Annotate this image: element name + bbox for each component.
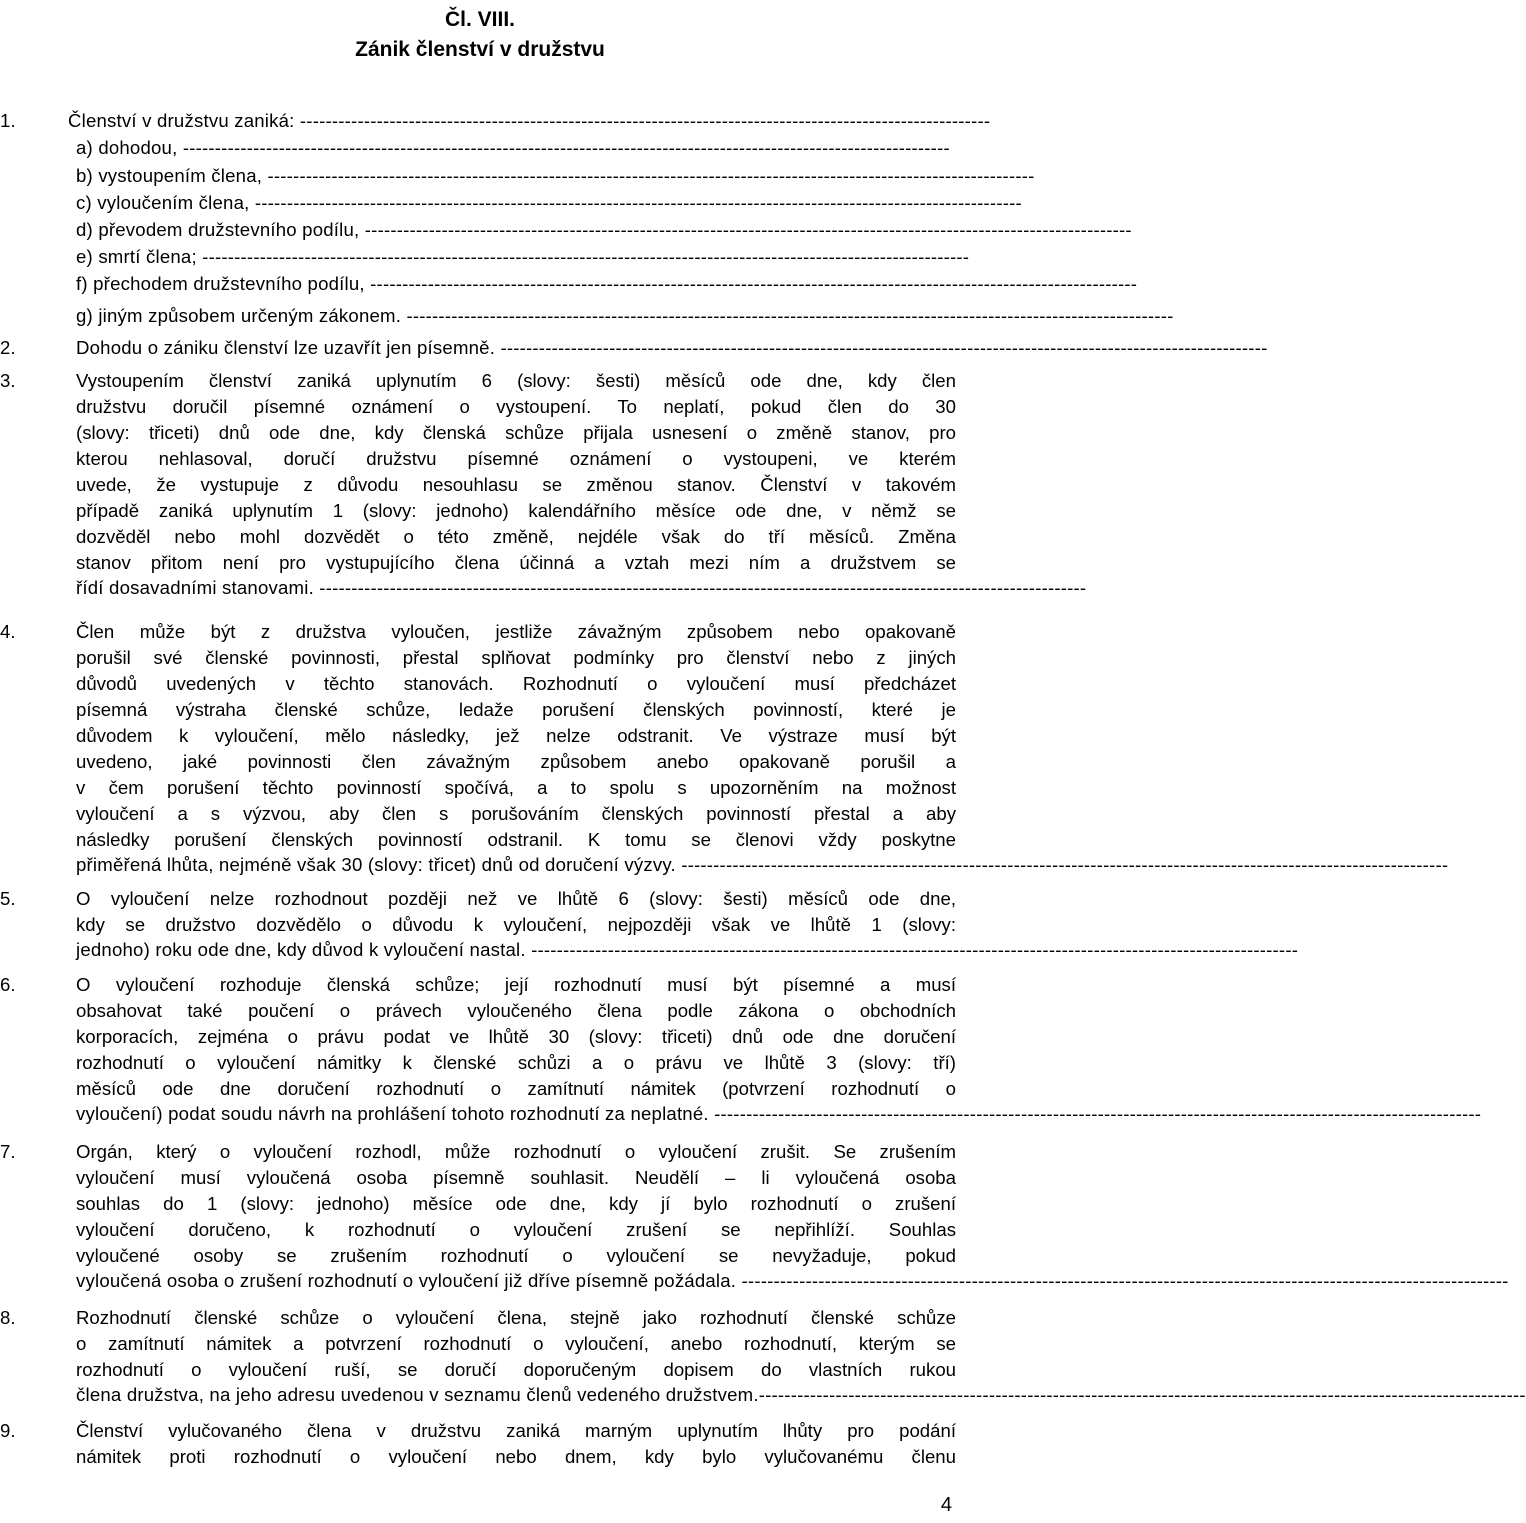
section-3-number: 3. <box>0 370 16 391</box>
paragraph-line: důvodů uvedených v těchto stanovách. Rozhodnutí o vyloučení musí předcházet <box>76 673 956 694</box>
paragraph-line: dozvěděl nebo mohl dozvědět o této změně, nejdéle však do tří měsíců. Změna <box>76 526 956 547</box>
paragraph-line: uvedeno, jaké povinnosti člen závažným způsobem anebo opakovaně porušil a <box>76 751 956 772</box>
chapter-title: Zánik členství v družstvu <box>355 38 605 61</box>
paragraph-line: vyloučení) podat soudu návrh na prohlášení tohoto rozhodnutí za neplatné. ------------------------------------------------------------------------------------------------------------------------ <box>76 1103 1482 1124</box>
list-item: e) smrtí člena; ------------------------------------------------------------------------------------------------------------------------ <box>76 246 970 267</box>
paragraph-line: (slovy: třiceti) dnů ode dne, kdy členská schůze přijala usnesení o změně stanov, pro <box>76 422 956 443</box>
paragraph-line: O vyloučení rozhoduje členská schůze; její rozhodnutí musí být písemné a musí <box>76 974 956 995</box>
paragraph-line: O vyloučení nelze rozhodnout později než ve lhůtě 6 (slovy: šesti) měsíců ode dne, <box>76 888 956 909</box>
paragraph-line: přiměřená lhůta, nejméně však 30 (slovy: třicet) dnů od doručení výzvy. ------------------------------------------------------------------------------------------------------------------------ <box>76 854 1449 875</box>
list-item: d) převodem družstevního podílu, ------------------------------------------------------------------------------------------------------------------------ <box>76 219 1132 240</box>
list-item: c) vyloučením člena, ------------------------------------------------------------------------------------------------------------------------ <box>76 192 1022 213</box>
paragraph-line: námitek proti rozhodnutí o vyloučení nebo dnem, kdy bylo vylučovanému členu <box>76 1446 956 1467</box>
paragraph-line: rozhodnutí o vyloučení námitky k členské schůzi a o právu ve lhůtě 3 (slovy: tří) <box>76 1052 956 1073</box>
section-2-text: Dohodu o zániku členství lze uzavřít jen písemně. ------------------------------------------------------------------------------------------------------------------------ <box>76 337 1268 358</box>
paragraph-line: Člen může být z družstva vyloučen, jestliže závažným způsobem nebo opakovaně <box>76 621 956 642</box>
paragraph-line: korporacích, zejména o právu podat ve lhůtě 30 (slovy: třiceti) dnů ode dne doručení <box>76 1026 956 1047</box>
paragraph-line: vyloučení musí vyloučená osoba písemně souhlasit. Neudělí – li vyloučená osoba <box>76 1167 956 1188</box>
paragraph-line: o zamítnutí námitek a potvrzení rozhodnutí o vyloučení, anebo rozhodnutí, kterým se <box>76 1333 956 1354</box>
paragraph-line: písemná výstraha členské schůze, ledaže porušení členských povinností, které je <box>76 699 956 720</box>
paragraph-line: kterou nehlasoval, doručí družstvu písemné oznámení o vystoupeni, ve kterém <box>76 448 956 469</box>
paragraph-line: vyloučení a s výzvou, aby člen s porušováním členských povinností přestal a aby <box>76 803 956 824</box>
list-item: a) dohodou, ------------------------------------------------------------------------------------------------------------------------ <box>76 137 950 158</box>
paragraph-line: stanov přitom není pro vystupujícího člena účinná a vztah mezi ním a družstvem se <box>76 552 956 573</box>
paragraph-line: měsíců ode dne doručení rozhodnutí o zamítnutí námitek (potvrzení rozhodnutí o <box>76 1078 956 1099</box>
paragraph-line: následky porušení členských povinností odstranil. K tomu se členovi vždy poskytne <box>76 829 956 850</box>
paragraph-line: důvodem k vyloučení, mělo následky, jež nelze odstranit. Ve výstraze musí být <box>76 725 956 746</box>
section-9-number: 9. <box>0 1420 16 1441</box>
paragraph-line: případě zaniká uplynutím 1 (slovy: jednoho) kalendářního měsíce ode dne, v němž se <box>76 500 956 521</box>
section-4-number: 4. <box>0 621 16 642</box>
page-number: 4 <box>940 1494 952 1516</box>
paragraph-line: řídí dosavadními stanovami. ------------------------------------------------------------------------------------------------------------------------ <box>76 577 1087 598</box>
section-5-number: 5. <box>0 888 16 909</box>
paragraph-line: souhlas do 1 (slovy: jednoho) měsíce ode dne, kdy jí bylo rozhodnutí o zrušení <box>76 1193 956 1214</box>
paragraph-line: rozhodnutí o vyloučení ruší, se doručí doporučeným dopisem do vlastních rukou <box>76 1359 956 1380</box>
paragraph-line: Členství vylučovaného člena v družstvu zaniká marným uplynutím lhůty pro podání <box>76 1420 956 1441</box>
paragraph-line: Vystoupením členství zaniká uplynutím 6 (slovy: šesti) měsíců ode dne, kdy člen <box>76 370 956 391</box>
paragraph-line: v čem porušení těchto povinností spočívá, a to spolu s upozorněním na možnost <box>76 777 956 798</box>
paragraph-line: uvede, že vystupuje z důvodu nesouhlasu se změnou stanov. Členství v takovém <box>76 474 956 495</box>
section-1-intro: Členství v družstvu zaniká: ------------------------------------------------------------------------------------------------------------ <box>68 110 991 131</box>
paragraph-line: obsahovat také poučení o právech vyloučeného člena podle zákona o obchodních <box>76 1000 956 1021</box>
list-item: b) vystoupením člena, ------------------------------------------------------------------------------------------------------------------------ <box>76 165 1035 186</box>
paragraph-line: vyloučené osoby se zrušením rozhodnutí o vyloučení se nevyžaduje, pokud <box>76 1245 956 1266</box>
paragraph-line: družstvu doručil písemné oznámení o vystoupení. To neplatí, pokud člen do 30 <box>76 396 956 417</box>
section-8-number: 8. <box>0 1307 16 1328</box>
list-item: f) přechodem družstevního podílu, ------------------------------------------------------------------------------------------------------------------------ <box>76 273 1138 294</box>
section-7-number: 7. <box>0 1141 16 1162</box>
paragraph-line: porušil své členské povinnosti, přestal splňovat podmínky pro členství nebo z jiných <box>76 647 956 668</box>
paragraph-line: Rozhodnutí členské schůze o vyloučení člena, stejně jako rozhodnutí členské schůze <box>76 1307 956 1328</box>
list-item: g) jiným způsobem určeným zákonem. ------------------------------------------------------------------------------------------------------------------------ <box>76 305 1174 326</box>
paragraph-line: jednoho) roku ode dne, kdy důvod k vyloučení nastal. ------------------------------------------------------------------------------------------------------------------------ <box>76 939 1299 960</box>
section-1-number: 1. <box>0 110 16 131</box>
section-2-number: 2. <box>0 337 16 358</box>
paragraph-line: vyloučení doručeno, k rozhodnutí o vyloučení zrušení se nepřihlíží. Souhlas <box>76 1219 956 1240</box>
chapter-heading: Čl. VIII. <box>444 8 515 31</box>
paragraph-line: vyloučená osoba o zrušení rozhodnutí o vyloučení již dříve písemně požádala. ------------------------------------------------------------------------------------------------------------------------ <box>76 1270 1509 1291</box>
paragraph-line: Orgán, který o vyloučení rozhodl, může rozhodnutí o vyloučení zrušit. Se zrušením <box>76 1141 956 1162</box>
section-6-number: 6. <box>0 974 16 995</box>
paragraph-line: kdy se družstvo dozvědělo o důvodu k vyloučení, nejpozději však ve lhůtě 1 (slovy: <box>76 914 956 935</box>
paragraph-line: člena družstva, na jeho adresu uvedenou v seznamu členů vedeného družstvem.------------------------------------------------------------------------------------------------------------------------ <box>76 1384 1526 1405</box>
